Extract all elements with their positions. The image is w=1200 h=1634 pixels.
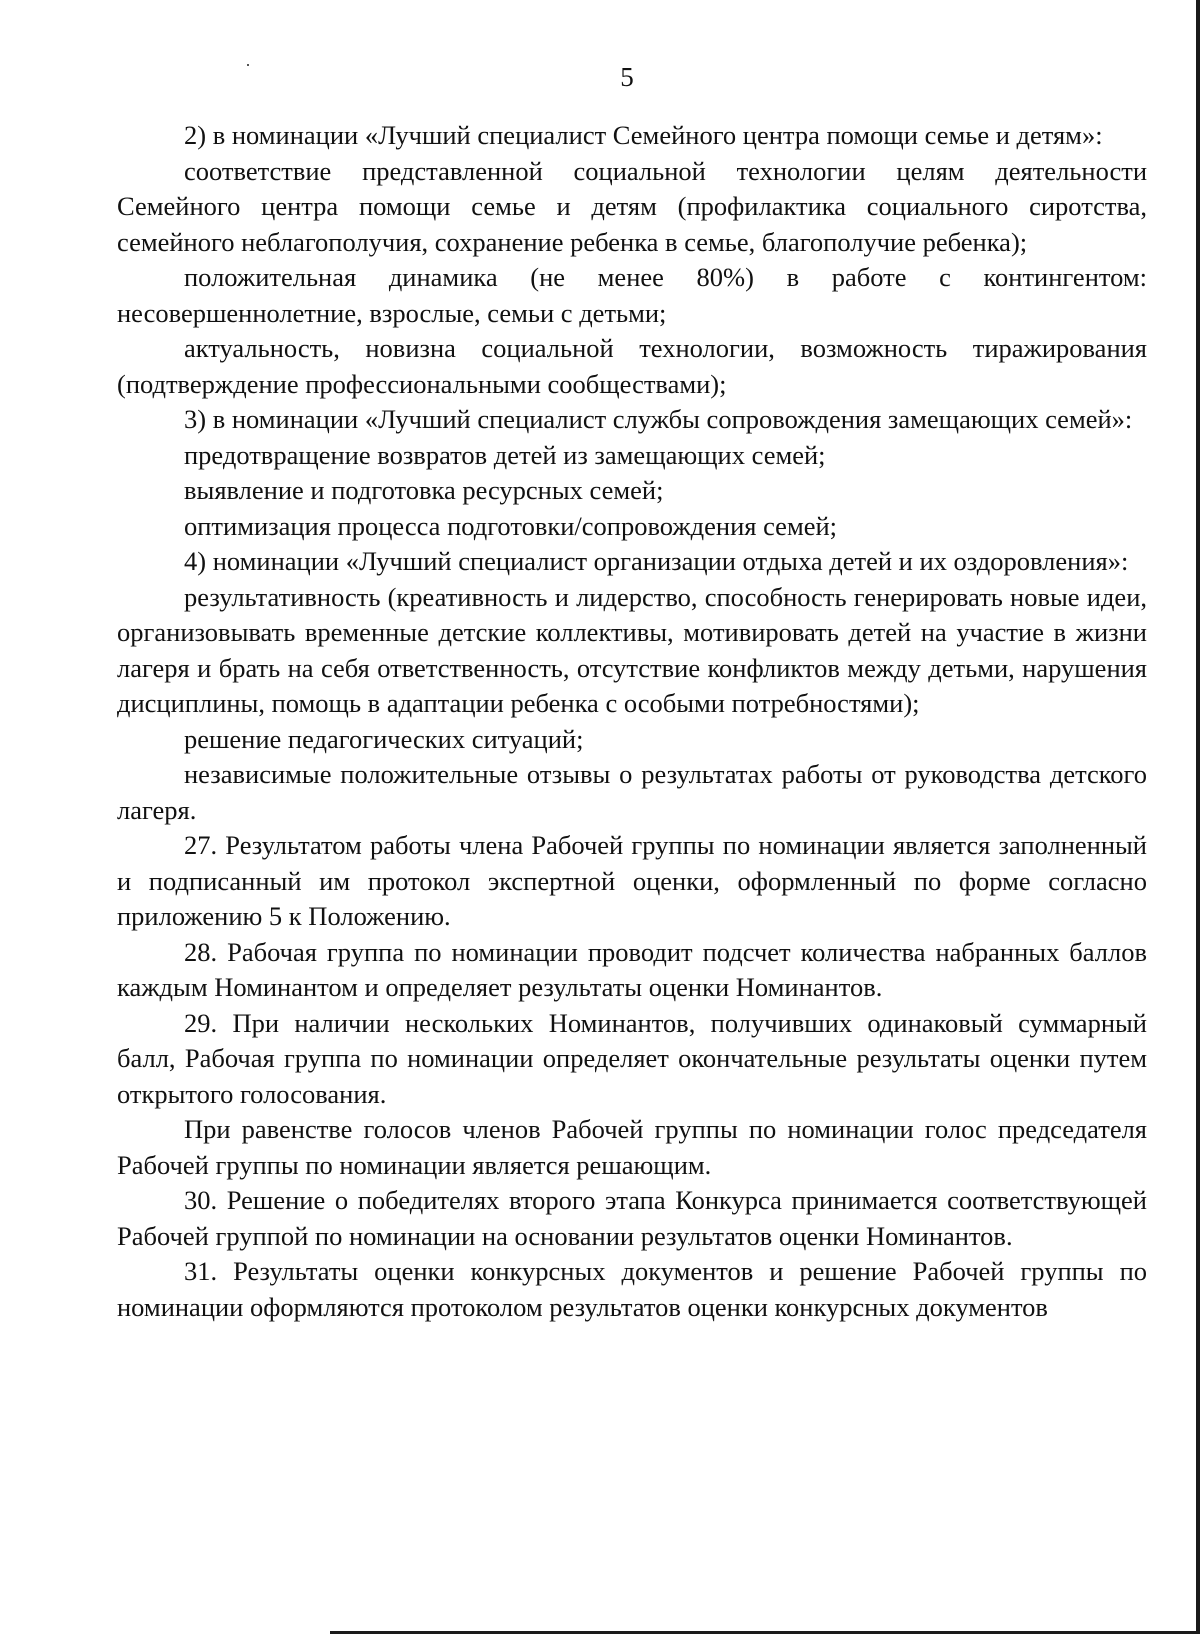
paragraph: 31. Результаты оценки конкурсных документов и решение Рабочей группы по номинации оформляются протоколом результатов оценки конкурсных документов <box>117 1256 1147 1322</box>
scan-edge-right <box>1196 0 1200 1634</box>
paragraph: результативность (креативность и лидерство, способность генерировать новые идеи, организовывать временные детские коллективы, мотивировать детей на участие в жизни лагеря и брать на себя ответственность, отсутствие конфликтов между детьми, нарушения дисциплины, помощь в адаптации ребенка с особыми потребностями); <box>117 581 1147 718</box>
paragraph: 2) в номинации «Лучший специалист Семейного центра помощи семье и детям»: <box>184 120 1103 150</box>
paragraph: соответствие представленной социальной технологии целям деятельности Семейного центра помощи семье и детям (профилактика социального сиротства, семейного неблагополучия, сохранение ребенка в семье, благополучие ребенка); <box>117 155 1147 257</box>
document-body <box>117 118 1147 1325</box>
paragraph: независимые положительные отзывы о результатах работы от руководства детского лагеря. <box>117 759 1147 825</box>
paragraph: При равенстве голосов членов Рабочей группы по номинации голос председателя Рабочей группы по номинации является решающим. <box>117 1114 1147 1180</box>
paragraph: актуальность, новизна социальной технологии, возможность тиражирования (подтверждение профессиональными сообществами); <box>117 333 1147 399</box>
paragraph: предотвращение возвратов детей из замещающих семей; <box>184 439 826 470</box>
paragraph: 27. Результатом работы члена Рабочей группы по номинации является заполненный и подписанный им протокол экспертной оценки, оформленный по форме согласно приложению 5 к Положению. <box>117 830 1147 931</box>
paragraph: 4) номинации «Лучший специалист организации отдыха детей и их оздоровления»: <box>184 546 1129 576</box>
paragraph: 3) в номинации «Лучший специалист службы сопровождения замещающих семей»: <box>184 404 1133 434</box>
paragraph: положительная динамика (не менее 80%) в работе с контингентом: несовершеннолетние, взрослые, семьи с детьми; <box>117 262 1147 328</box>
paragraph: оптимизация процесса подготовки/сопровождения семей; <box>184 510 838 541</box>
paragraph: решение педагогических ситуаций; <box>184 723 584 754</box>
paragraph: 30. Решение о победителях второго этапа Конкурса принимается соответствующей Рабочей группой по номинации на основании результатов оценки Номинантов. <box>117 1185 1147 1251</box>
paragraph: выявление и подготовка ресурсных семей; <box>184 475 664 505</box>
page-number: 5 <box>620 62 634 92</box>
paragraph: 29. При наличии нескольких Номинантов, получивших одинаковый суммарный балл, Рабочая группа по номинации определяет окончательные результаты оценки путем открытого голосования. <box>117 1007 1147 1109</box>
paragraph: 28. Рабочая группа по номинации проводит подсчет количества набранных баллов каждым Номинантом и определяет результаты оценки Номинантов. <box>117 936 1147 1002</box>
